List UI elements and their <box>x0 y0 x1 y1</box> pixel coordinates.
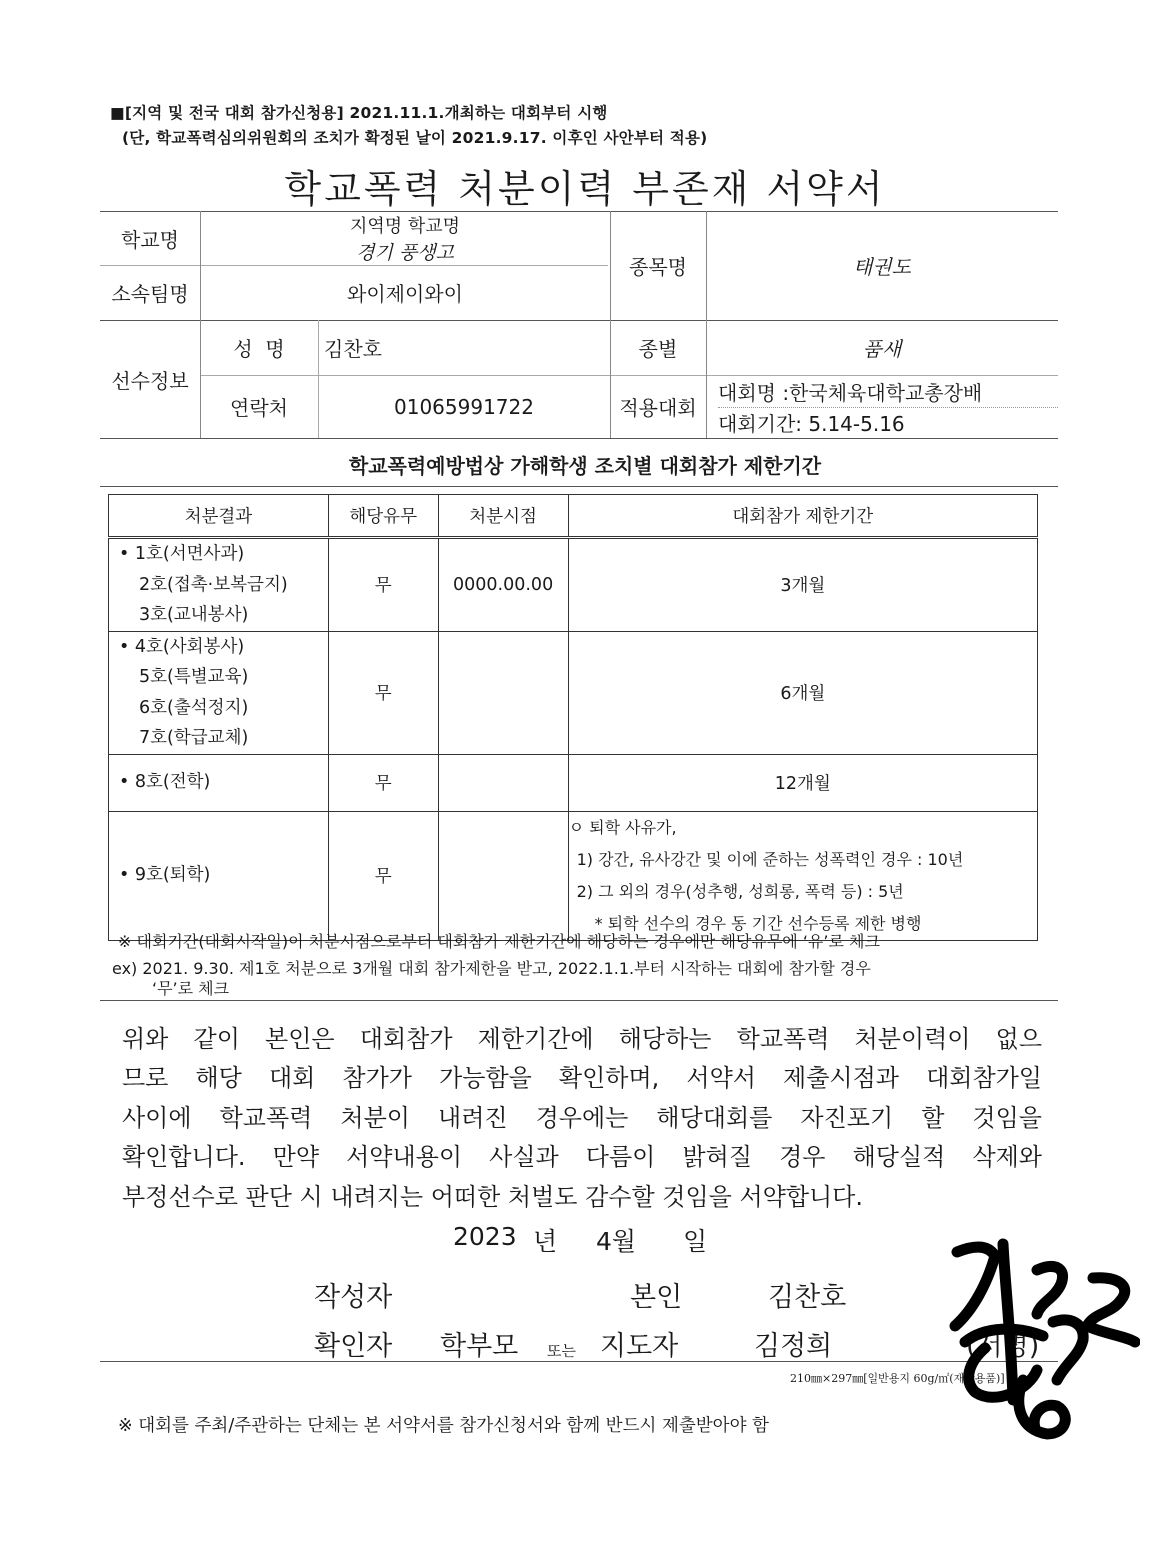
table-row <box>109 538 1038 632</box>
competition-name: 대회명 :한국체육대학교총장배 <box>718 380 983 405</box>
sign-mark: (서명) <box>966 1331 1040 1362</box>
col-header-period: 대회참가 제한기간 <box>568 495 1037 538</box>
applicable-cell: 무 <box>328 754 438 811</box>
notice-line-1: ■[지역 및 전국 대회 참가신청용] 2021.11.1.개최하는 대회부터 시행 <box>110 104 608 122</box>
applicable-cell: 무 <box>328 538 438 632</box>
date-cell <box>438 631 568 754</box>
period-cell: 3개월 <box>568 538 1037 632</box>
period-cell-expulsion: ㅇ 퇴학 사유가, 1) 강간, 유사강간 및 이에 준하는 성폭력인 경우 : 10년 2) 그 외의 경우(성추행, 성희롱, 폭력 등) : 5년 * 퇴학 선수의 경우 동 기간 선수등록 제한 병행 <box>568 811 1037 940</box>
applicable-cell: 무 <box>328 811 438 940</box>
writer-label: 작성자 <box>314 1282 393 1313</box>
date-cell <box>438 754 568 811</box>
confirmer-role-parent: 학부모 <box>440 1331 519 1362</box>
pledge-line: 므로 해당 대회 참가가 가능함을 확인하며, 서약서 제출시점과 대회참가일 <box>122 1064 1042 1092</box>
period-cell: 6개월 <box>568 631 1037 754</box>
col-header-result: 처분결과 <box>109 495 329 538</box>
pledge-line: 부정선수로 판단 시 내려지는 어떠한 처벌도 감수할 것임을 서약합니다. <box>122 1183 863 1211</box>
note-example-cont: ‘무’로 체크 <box>152 979 230 998</box>
note-example: ex) 2021. 9.30. 제1호 처분으로 3개월 대회 참가제한을 받고, 2022.1.1.부터 시작하는 대회에 참가할 경우 <box>112 959 871 978</box>
footer-notice: ※ 대회를 주최/주관하는 단체는 본 서약서를 참가신청서와 함께 반드시 제출받아야 함 <box>118 1416 769 1436</box>
team-name: 와이제이와이 <box>347 282 463 306</box>
competition-label: 적용대회 <box>619 396 697 420</box>
player-info-label: 선수정보 <box>111 368 189 393</box>
pledge-line: 위와 같이 본인은 대회참가 제한기간에 해당하는 학교폭력 처분이력이 없으 <box>122 1025 1042 1053</box>
period-cell: 12개월 <box>568 754 1037 811</box>
date-year: 2023 <box>453 1222 517 1251</box>
col-header-date: 처분시점 <box>438 495 568 538</box>
or-label: 또는 <box>547 1342 576 1360</box>
category-value: 품새 <box>862 337 902 361</box>
player-name: 김찬호 <box>324 337 382 361</box>
measure-cell: • 4호(사회봉사) 5호(특별교육) 6호(출석정지) 7호(학급교체) <box>109 631 329 754</box>
confirmer-name: 김정희 <box>754 1331 833 1362</box>
date-day-unit: 일 <box>683 1227 708 1256</box>
school-label: 학교명 <box>121 227 179 252</box>
date-month: 4월 <box>596 1227 637 1256</box>
competition-period: 대회기간: 5.14-5.16 <box>718 412 905 436</box>
table-row <box>109 754 1038 811</box>
date-cell <box>438 811 568 940</box>
pledge-line: 확인합니다. 만약 서약내용이 사실과 다름이 밝혀질 경우 해당실적 삭제와 <box>122 1143 1042 1171</box>
table-row <box>109 631 1038 754</box>
pledge-line: 사이에 학교폭력 처분이 내려진 경우에는 해당대회를 자진포기 할 것임을 <box>122 1104 1042 1132</box>
event-value: 태권도 <box>853 255 911 279</box>
confirmer-role-coach: 지도자 <box>600 1331 679 1362</box>
document-title: 학교폭력 처분이력 부존재 서약서 <box>284 167 886 211</box>
date-cell: 0000.00.00 <box>438 538 568 632</box>
name-label: 성 명 <box>233 337 285 361</box>
table-row <box>109 811 1038 940</box>
date-year-unit: 년 <box>533 1227 558 1256</box>
school-hint: 지역명 학교명 <box>349 215 461 237</box>
writer-role: 본인 <box>630 1282 683 1313</box>
paper-spec: 210㎜×297㎜[일반용지 60g/㎡(재활용품)] <box>790 1372 1005 1385</box>
notice-line-2: (단, 학교폭력심의위원회의 조치가 확정된 날이 2021.9.17. 이후인 사안부터 적용) <box>122 129 708 147</box>
event-label: 종목명 <box>629 255 687 279</box>
category-label: 종별 <box>638 337 678 361</box>
col-header-applicable: 해당유무 <box>328 495 438 538</box>
applicable-cell: 무 <box>328 631 438 754</box>
measure-cell: • 1호(서면사과) 2호(접촉·보복금지) 3호(교내봉사) <box>109 538 329 632</box>
handwritten-signature <box>925 1230 1140 1445</box>
measure-cell: • 8호(전학) <box>109 754 329 811</box>
team-label: 소속팀명 <box>111 282 189 306</box>
measure-cell: • 9호(퇴학) <box>109 811 329 940</box>
writer-name: 김찬호 <box>768 1282 847 1313</box>
note-check-rule: ※ 대회기간(대회시작일)이 처분시점으로부터 대회참가 제한기간에 해당하는 경우에만 해당유무에 ‘유’로 체크 <box>118 932 880 951</box>
restriction-subheading: 학교폭력예방법상 가해학생 조치별 대회참가 제한기간 <box>348 454 822 478</box>
school-name: 경기 풍생고 <box>356 242 454 264</box>
contact-value: 01065991722 <box>394 394 534 419</box>
restriction-table <box>108 494 1038 941</box>
confirmer-label: 확인자 <box>314 1331 393 1362</box>
contact-label: 연락처 <box>230 396 288 420</box>
